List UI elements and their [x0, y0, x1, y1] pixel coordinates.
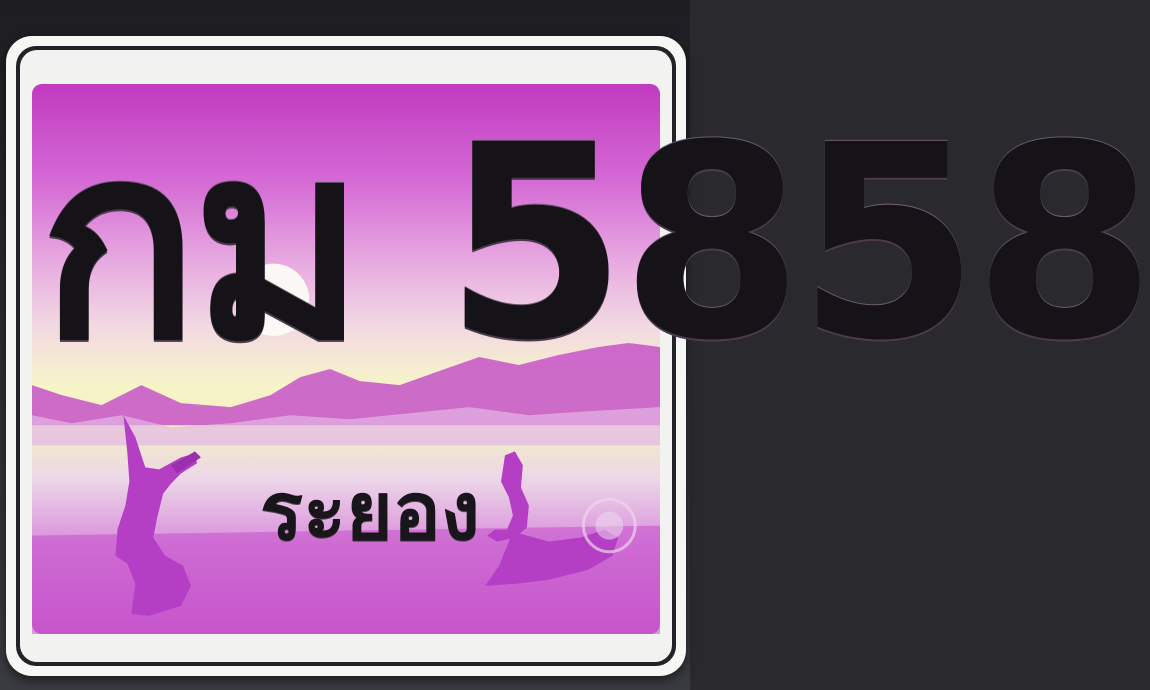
plate-frame — [16, 46, 1150, 666]
province-name: ระยอง — [260, 465, 480, 558]
plate-border — [20, 50, 1150, 662]
hologram-seal-center — [595, 512, 623, 540]
registration-number: กม 5858 — [40, 87, 1150, 399]
plate-background — [32, 84, 1150, 634]
mermaid-silhouette — [487, 451, 529, 541]
license-plate — [6, 36, 1150, 676]
